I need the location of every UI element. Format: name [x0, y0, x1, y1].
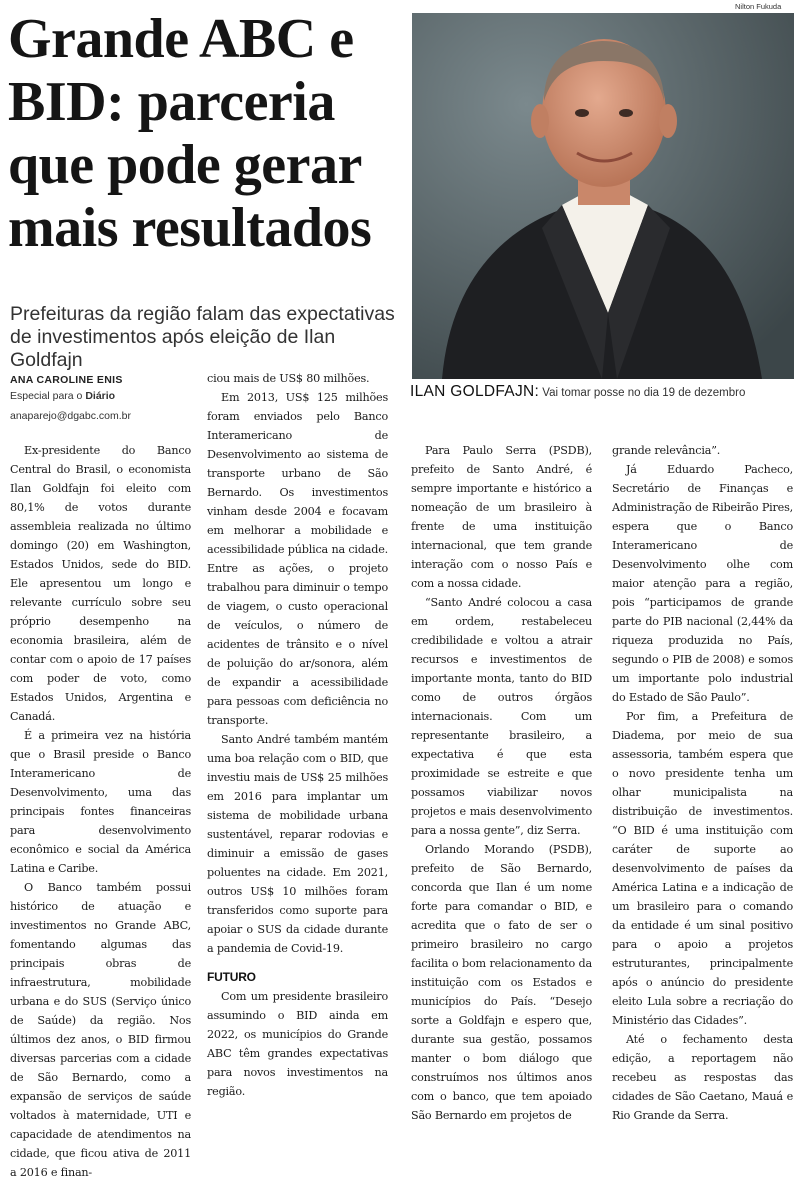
- article-column-1: [10, 441, 191, 1182]
- article-column-2: [207, 369, 388, 1101]
- byline: [10, 372, 210, 424]
- paragraph: O Banco também possui histórico de atuação e investimentos no Grande ABC, fomentando algumas das principais obras de infraestrutura, mobilidade urbana e do SUS (Serviço único de Saúde) da região. Nos últimos dez anos, o BID firmou diversas parcerias com a cidade de São Bernardo, como a expansão de serviços de saúde voltados à maternidade, UTI e capacidade de atendimentos na cidade, que ficou ativa de 2011 a 2016 e finan-: [10, 881, 191, 1179]
- byline-role: [10, 388, 210, 404]
- byline-outlet: Diário: [85, 390, 116, 402]
- byline-author: ANA CAROLINE ENIS: [10, 374, 123, 386]
- photo-caption: [410, 383, 795, 401]
- portrait-photo: [412, 13, 794, 379]
- paragraph: Ex-presidente do Banco Central do Brasil, o economista Ilan Goldfajn foi eleito com 80,1% de votos durante assembleia realizada no último domingo (20) em Washington, Estados Unidos, sede do BID. Ele apresentou um longo e relevante currículo sobre seu próprio desempenho na economia brasileira, além de contar com o apoio de 17 países com poder de voto, como Estados Unidos, Argentina e Canadá.: [10, 444, 191, 723]
- paragraph: Em 2013, US$ 125 milhões foram enviados pelo Banco Interamericano de Desenvolvimento ao sistema de transporte urbano de São Bernardo. Os investimentos vinham desde 2004 e focavam em melhorar a mobilidade e acessibilidade pública na cidade. Entre as ações, o projeto trabalhou para diminuir o tempo de viagem, o custo operacional de veículos, o número de acidentes de trânsito e o nível de poluição do ar/sonora, além de expandir a acessibilidade para pessoas com deficiência no transporte.: [207, 391, 388, 727]
- caption-text: Vai tomar posse no dia 19 de dezembro: [542, 387, 746, 399]
- paragraph: Orlando Morando (PSDB), prefeito de São Bernardo, concorda que Ilan é um nome forte para comandar o BID, e acredita que o fato de ser o primeiro brasileiro no cargo facilita o bom relacionamento da instituição com os Estados e municípios do País. “Desejo sorte a Goldfajn e espero que, durante sua gestão, possamos manter o bom diálogo que construímos nos últimos anos com o banco, que tem apoiado São Bernardo em projetos de: [411, 843, 592, 1122]
- paragraph: É a primeira vez na história que o Brasil preside o Banco Interamericano de Desenvolvimento, uma das principais fontes financeiras para desenvolvimento econômico e social da América Latina e Caribe.: [10, 729, 191, 875]
- headline: Grande ABC e BID: parceria que pode gerar mais resultados: [8, 8, 372, 259]
- paragraph: “Santo André colocou a casa em ordem, restabeleceu credibilidade e voltou a atrair recursos e investimentos de importante monta, tanto do BID como de outros órgãos internacionais. Com um representante brasileiro, a expectativa é que esta proximidade se estreite e que possamos viabilizar novos projetos e mais desenvolvimento para a nossa gente”, diz Serra.: [411, 596, 592, 837]
- paragraph: Até o fechamento desta edição, a reportagem não recebeu as respostas das cidades de São Caetano, Mauá e Rio Grande da Serra.: [612, 1033, 793, 1122]
- article-column-3: [411, 441, 592, 1125]
- article-column-4: [612, 441, 793, 1125]
- paragraph: Por fim, a Prefeitura de Diadema, por meio de sua assessoria, também espera que o novo presidente tenha um olhar municipalista na distribuição de investimentos. “O BID é uma instituição com caráter de suporte ao desenvolvimento de países da América Latina e a indicação de um brasileiro para o comando da entidade é um sinal positivo para o apoio a projetos estruturantes, principalmente após o anúncio do presidente eleito Lula sobre a recriação do Ministério das Cidades”.: [612, 710, 793, 1027]
- subtitle: Prefeituras da região falam das expectativas de investimentos após eleição de Ilan Goldfajn: [10, 303, 395, 371]
- byline-email: anaparejo@dgabc.com.br: [10, 410, 131, 422]
- caption-name: ILAN GOLDFAJN:: [410, 383, 540, 400]
- paragraph: Já Eduardo Pacheco, Secretário de Finanças e Administração de Ribeirão Pires, espera que o Banco Interamericano de Desenvolvimento olhe com maior atenção para a região, pois “participamos de grande parte do PIB nacional (2,44% da riqueza produzida no País, segundo o PIB de 2008) e somos um importante polo industrial do Estado de São Paulo”.: [612, 463, 793, 704]
- photo-credit: Nilton Fukuda: [735, 2, 782, 11]
- paragraph: Santo André também mantém uma boa relação com o BID, que investiu mais de US$ 25 milhões em 2016 para implantar um sistema de mobilidade urbana sustentável, reparar rodovias e diminuir a emissão de gases poluentes na cidade. Em 2021, outros US$ 10 milhões foram transferidos como suporte para apoiar o SUS da cidade durante a pandemia de Covid-19.: [207, 733, 388, 955]
- portrait-illustration: [412, 13, 794, 379]
- section-heading: FUTURO: [207, 970, 256, 984]
- paragraph: grande relevância”.: [612, 444, 721, 457]
- paragraph: ciou mais de US$ 80 milhões.: [207, 372, 370, 385]
- paragraph: Com um presidente brasileiro assumindo o BID ainda em 2022, os municípios do Grande ABC têm grandes expectativas para novos investimentos na região.: [207, 990, 388, 1098]
- paragraph: Para Paulo Serra (PSDB), prefeito de Santo André, é sempre importante e histórico a nomeação de um brasileiro à frente de uma instituição internacional, que tem grande interação com o nosso País e com a nossa cidade.: [411, 444, 592, 590]
- byline-role-prefix: Especial para o: [10, 390, 83, 402]
